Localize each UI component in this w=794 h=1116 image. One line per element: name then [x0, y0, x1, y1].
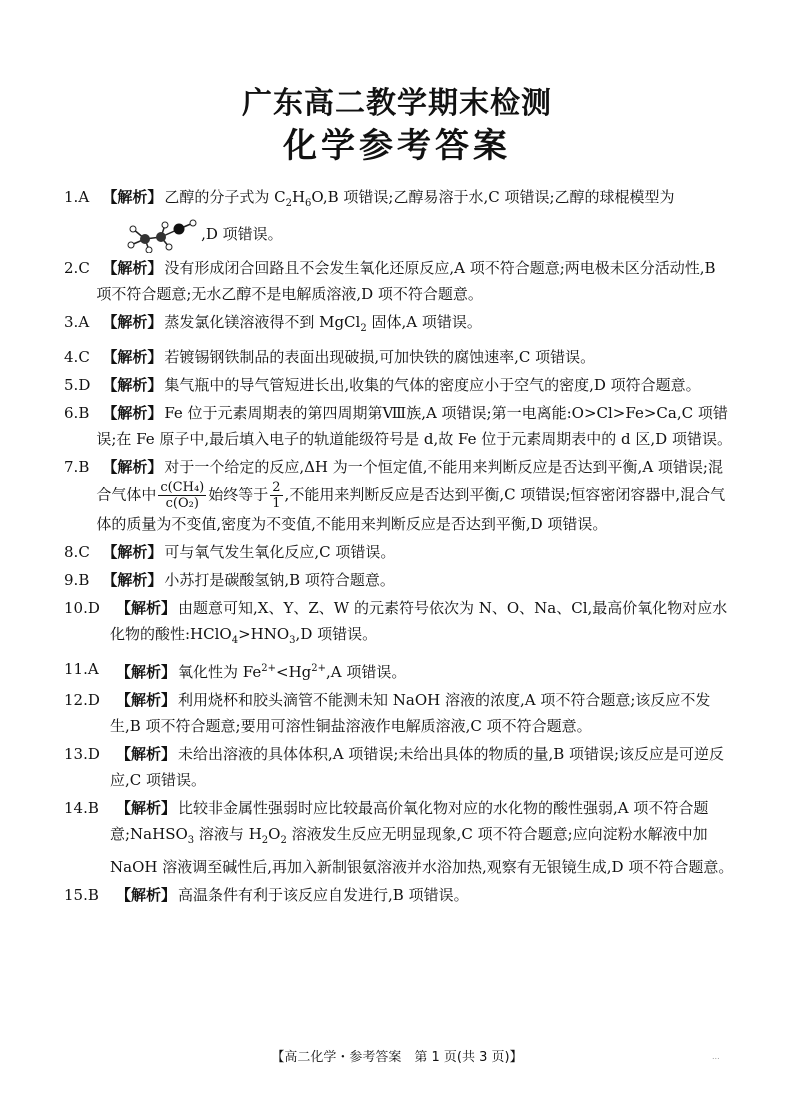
answer-item-5: 5.D 【解析】 集气瓶中的导气管短进长出,收集的气体的密度应小于空气的密度,D 项符合题意。 — [64, 376, 701, 394]
answer-item-1: 1.A 【解析】 乙醇的分子式为 $C_2H_6O,B$ 项错误;乙醇易溶于水,C 项错误;乙醇的球棍模型为 ,D 项错误。 — [64, 184, 734, 253]
page-title: 广东高二教学期末检测 — [242, 86, 552, 121]
answer-item-13: 13.D 【解析】 未给出溶液的具体体积,A 项错误;未给出具体的物质的量,B 项错误;该反应是可逆反应,C 项错误。 — [64, 745, 725, 789]
answer-item-9: 9.B 【解析】 小苏打是碳酸氢钠,B 项符合题意。 — [64, 571, 395, 589]
answer-item-14: 14.B 【解析】 比较非金属性强弱时应比较最高价氧化物对应的水化物的酸性强弱,A 项不符合题意;NaHSO$_3$ 溶液与 $H_2O_2$ 溶液发生反应无明显现象,C 项不符合题意;应向淀粉水解液中加 NaOH 溶液调至碱性后,再加入新制银氨溶液并水浴加热,观察有无银镜生成,D 项不符合题意。 — [64, 799, 734, 876]
answer-item-11: 11.A 【解析】 氧化性为 $Fe^{2+}<Hg^{2+},A$ 项错误。 — [64, 660, 407, 681]
value-fraction: $\frac{2}{1}$ — [272, 480, 281, 511]
answer-item-4: 4.C 【解析】 若镀锡钢铁制品的表面出现破损,可加快铁的腐蚀速率,C 项错误。 — [64, 348, 596, 366]
answer-item-3: 3.A 【解析】 蒸发氯化镁溶液得不到 MgCl$_2$ 固体,A 项错误。 — [64, 313, 482, 334]
answer-item-6: 6.B 【解析】 Fe 位于元素周期表的第四周期第Ⅷ族,A 项错误;第一电离能:O>Cl>Fe>Ca,C 项错误;在 Fe 原子中,最后填入电子的轨道能级符号是 d,故 Fe 位于元素周期表中的 d 区,D 项错误。 — [64, 404, 732, 448]
ethanol-ball-stick-model-icon — [123, 217, 201, 253]
answer-item-2: 2.C 【解析】 没有形成闭合回路且不会发生氧化还原反应,A 项不符合题意;两电极未区分活动性,B 项不符合题意;无水乙醇不是电解质溶液,D 项不符合题意。 — [64, 259, 716, 303]
answer-item-10: 10.D 【解析】 由题意可知,X、Y、Z、W 的元素符号依次为 N、O、Na、Cl,最高价氧化物对应水化物的酸性$:HClO_4>HNO_3,D$ 项错误。 — [64, 599, 728, 646]
ratio-fraction: $\frac{\text{c(CH₄)}}{\text{c(O₂)}}$ — [160, 480, 205, 511]
answer-item-7: 7.B 【解析】 对于一个给定的反应,ΔH 为一个恒定值,不能用来判断反应是否达到平衡,A 项错误;混合气体中 $\frac{\text{c(CH₄)}}{\text{c(O₂)}}$ 始终等于 $\frac{2}{1}$ ,不能用来判断反应是否达到平衡,C 项错误;恒容密闭容器中,混合气体的质量为不变值,密度为不变值,不能用来判断反应是否达到平衡,D 项错误。 — [64, 458, 726, 533]
answer-list — [64, 184, 734, 910]
page-subtitle: 化学参考答案 — [283, 126, 511, 166]
answer-item-15: 15.B 【解析】 高温条件有利于该反应自发进行,B 项错误。 — [64, 886, 469, 904]
corner-mark: ... — [712, 1052, 720, 1061]
answer-item-12: 12.D 【解析】 利用烧杯和胶头滴管不能测未知 NaOH 溶液的浓度,A 项不符合题意;该反应不发生,B 项不符合题意;要用可溶性铜盐溶液作电解质溶液,C 项不符合题意。 — [64, 691, 711, 735]
answer-item-8: 8.C 【解析】 可与氧气发生氧化反应,C 项错误。 — [64, 543, 396, 561]
page-footer: 【高二化学・参考答案 第 1 页(共 3 页)】 — [271, 1050, 523, 1065]
